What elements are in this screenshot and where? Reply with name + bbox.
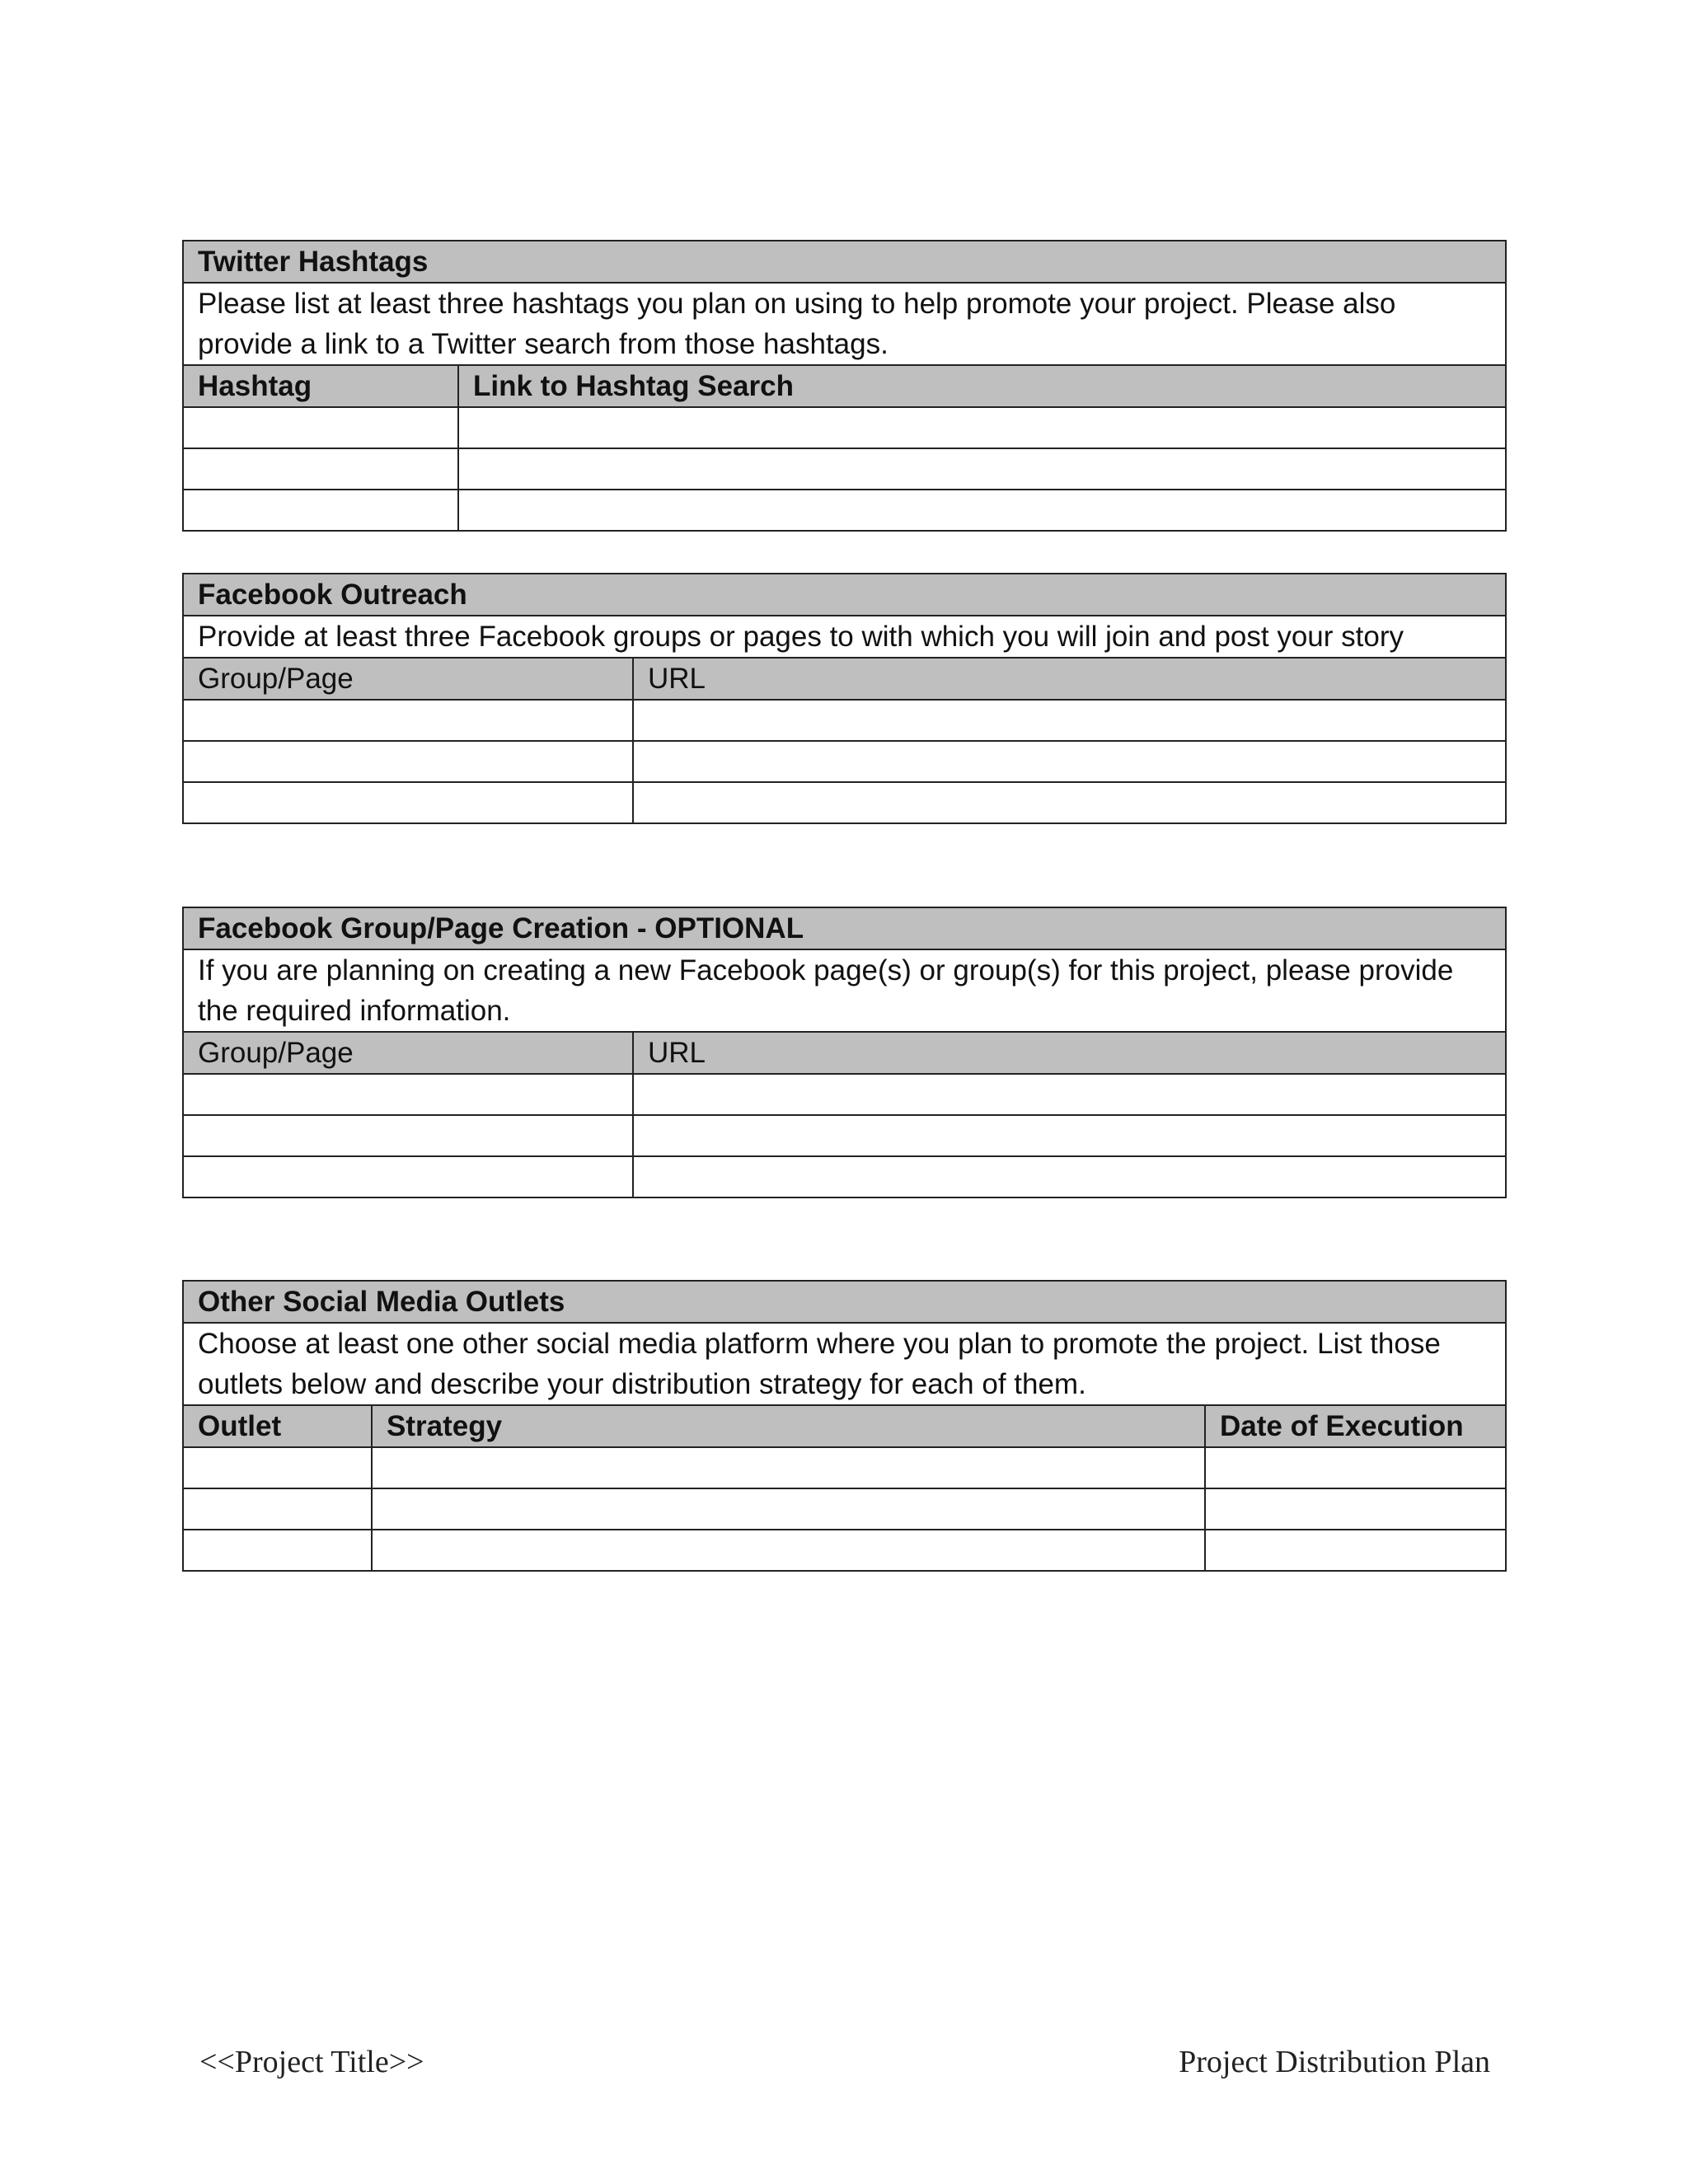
footer-document-title: Project Distribution Plan	[1179, 2045, 1490, 2079]
footer-project-title: <<Project Title>>	[199, 2045, 424, 2079]
table-row	[183, 490, 1506, 531]
column-header-url: URL	[633, 658, 1506, 700]
link-cell[interactable]	[458, 448, 1506, 490]
link-cell[interactable]	[458, 407, 1506, 448]
strategy-cell[interactable]	[372, 1488, 1205, 1530]
date-cell[interactable]	[1205, 1530, 1506, 1571]
table-row	[183, 1156, 1506, 1197]
table-row	[183, 1074, 1506, 1115]
other-social-media-table	[182, 1280, 1507, 1572]
section-title: Other Social Media Outlets	[183, 1281, 1506, 1323]
group-page-cell[interactable]	[183, 700, 633, 741]
table-row	[183, 1488, 1506, 1530]
section-instructions: If you are planning on creating a new Facebook page(s) or group(s) for this project, please provide the required information.	[183, 949, 1506, 1032]
url-cell[interactable]	[633, 1156, 1506, 1197]
group-page-cell[interactable]	[183, 741, 633, 782]
url-cell[interactable]	[633, 741, 1506, 782]
section-title: Twitter Hashtags	[183, 241, 1506, 283]
facebook-creation-table	[182, 907, 1507, 1198]
group-page-cell[interactable]	[183, 1074, 633, 1115]
outlet-cell[interactable]	[183, 1447, 372, 1488]
column-header-date: Date of Execution	[1205, 1405, 1506, 1447]
section-title: Facebook Group/Page Creation - OPTIONAL	[183, 907, 1506, 949]
column-header-group-page: Group/Page	[183, 1032, 633, 1074]
section-title: Facebook Outreach	[183, 574, 1506, 616]
hashtag-cell[interactable]	[183, 448, 458, 490]
outlet-cell[interactable]	[183, 1488, 372, 1530]
hashtag-cell[interactable]	[183, 407, 458, 448]
table-row	[183, 782, 1506, 823]
date-cell[interactable]	[1205, 1488, 1506, 1530]
section-instructions: Choose at least one other social media platform where you plan to promote the project. List those outlets below and describe your distribution strategy for each of them.	[183, 1323, 1506, 1405]
section-instructions: Provide at least three Facebook groups or pages to with which you will join and post your story	[183, 616, 1506, 658]
table-row	[183, 1115, 1506, 1156]
url-cell[interactable]	[633, 782, 1506, 823]
column-header-hashtag: Hashtag	[183, 365, 458, 407]
url-cell[interactable]	[633, 1074, 1506, 1115]
column-header-url: URL	[633, 1032, 1506, 1074]
hashtag-cell[interactable]	[183, 490, 458, 531]
table-row	[183, 1447, 1506, 1488]
column-header-group-page: Group/Page	[183, 658, 633, 700]
column-header-link: Link to Hashtag Search	[458, 365, 1506, 407]
group-page-cell[interactable]	[183, 1115, 633, 1156]
url-cell[interactable]	[633, 700, 1506, 741]
date-cell[interactable]	[1205, 1447, 1506, 1488]
strategy-cell[interactable]	[372, 1530, 1205, 1571]
outlet-cell[interactable]	[183, 1530, 372, 1571]
column-header-outlet: Outlet	[183, 1405, 372, 1447]
table-row	[183, 448, 1506, 490]
column-header-strategy: Strategy	[372, 1405, 1205, 1447]
strategy-cell[interactable]	[372, 1447, 1205, 1488]
group-page-cell[interactable]	[183, 1156, 633, 1197]
facebook-outreach-table	[182, 573, 1507, 824]
twitter-hashtags-table	[182, 240, 1507, 532]
group-page-cell[interactable]	[183, 782, 633, 823]
link-cell[interactable]	[458, 490, 1506, 531]
section-instructions: Please list at least three hashtags you plan on using to help promote your project. Please also provide a link to a Twitter search from those hashtags.	[183, 283, 1506, 365]
table-row	[183, 407, 1506, 448]
table-row	[183, 700, 1506, 741]
table-row	[183, 1530, 1506, 1571]
url-cell[interactable]	[633, 1115, 1506, 1156]
table-row	[183, 741, 1506, 782]
